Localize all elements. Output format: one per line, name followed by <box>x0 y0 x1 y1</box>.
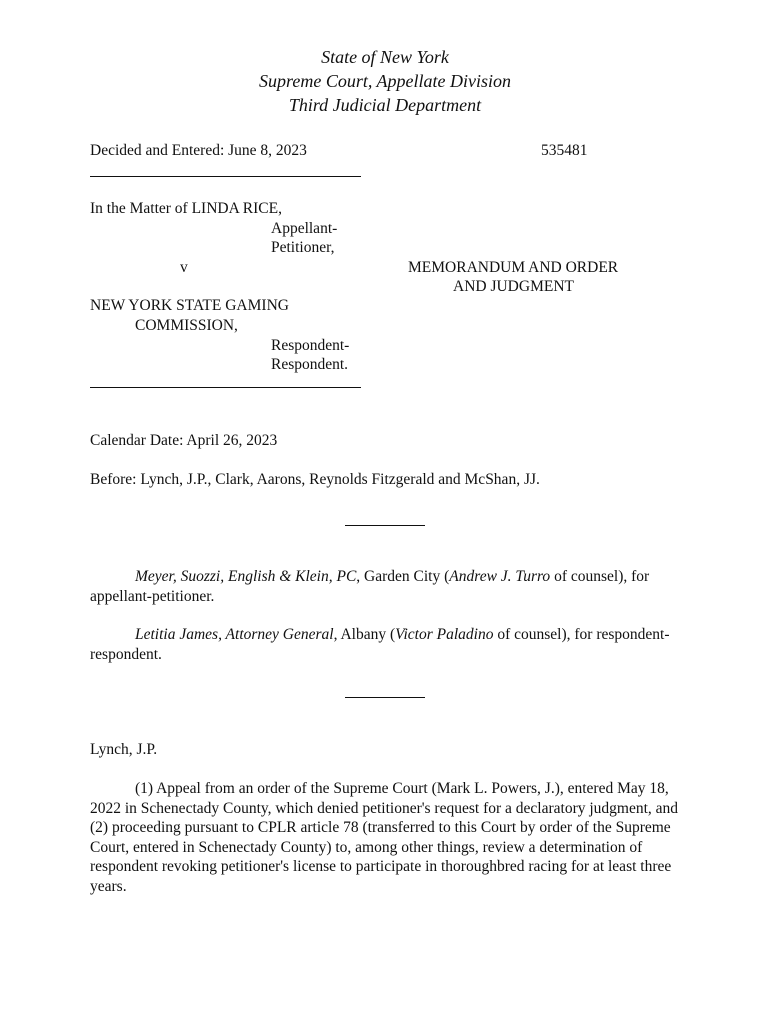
caption-top-rule <box>90 176 361 177</box>
counsel-appellant-attorney: Andrew J. Turro <box>449 568 551 585</box>
caption-respondent-line1: NEW YORK STATE GAMING <box>90 297 289 314</box>
calendar-date: Calendar Date: April 26, 2023 <box>90 432 278 449</box>
opinion-author: Lynch, J.P. <box>90 741 158 758</box>
counsel-respondent-firm: Letitia James, Attorney General <box>135 626 334 643</box>
caption-respondent-line2: COMMISSION, <box>135 317 238 334</box>
court-name: Supreme Court, Appellate Division <box>259 71 511 91</box>
caption-respondent-role-2: Respondent. <box>271 356 349 373</box>
counsel-appellant-firm: Meyer, Suozzi, English & Klein, PC <box>135 568 357 585</box>
document-type-line1: MEMORANDUM AND ORDER <box>408 259 619 276</box>
section-separator-1 <box>345 525 425 526</box>
caption-bottom-rule <box>90 387 361 388</box>
opening-paragraph: (1) Appeal from an order of the Supreme Court (Mark L. Powers, J.), entered May 18, 2022 in Schenectady County, which denied petitioner's request for a declaratory judgment, and (2) proceeding pursuant to CPLR article 78 (transferred to this Court by order of the Supreme Court, entered in Schenectady County) to, among other things, review a determination of respondent revoking petitioner's license to participate in thoroughbred racing for at least three years. <box>90 780 679 895</box>
decided-date: Decided and Entered: June 8, 2023 <box>90 142 307 159</box>
caption-respondent-role-1: Respondent- <box>271 337 350 354</box>
counsel-respondent: Letitia James, Attorney General, Albany (Victor Paladino of counsel), for respondent-respondent. <box>90 626 670 663</box>
court-department: Third Judicial Department <box>288 95 482 115</box>
caption-matter: In the Matter of LINDA RICE, <box>90 200 282 217</box>
court-state: State of New York <box>321 47 449 67</box>
document-type-line2: AND JUDGMENT <box>453 278 574 295</box>
counsel-respondent-attorney: Victor Paladino <box>395 626 494 643</box>
counsel-appellant: Meyer, Suozzi, English & Klein, PC, Garden City (Andrew J. Turro of counsel), for appellant-petitioner. <box>90 568 650 605</box>
caption-versus: v <box>180 259 188 276</box>
caption-appellant-role-1: Appellant- <box>271 220 338 237</box>
docket-number: 535481 <box>541 142 588 159</box>
section-separator-2 <box>345 697 425 698</box>
caption-appellant-role-2: Petitioner, <box>271 239 335 256</box>
panel-judges: Before: Lynch, J.P., Clark, Aarons, Reynolds Fitzgerald and McShan, JJ. <box>90 471 540 488</box>
